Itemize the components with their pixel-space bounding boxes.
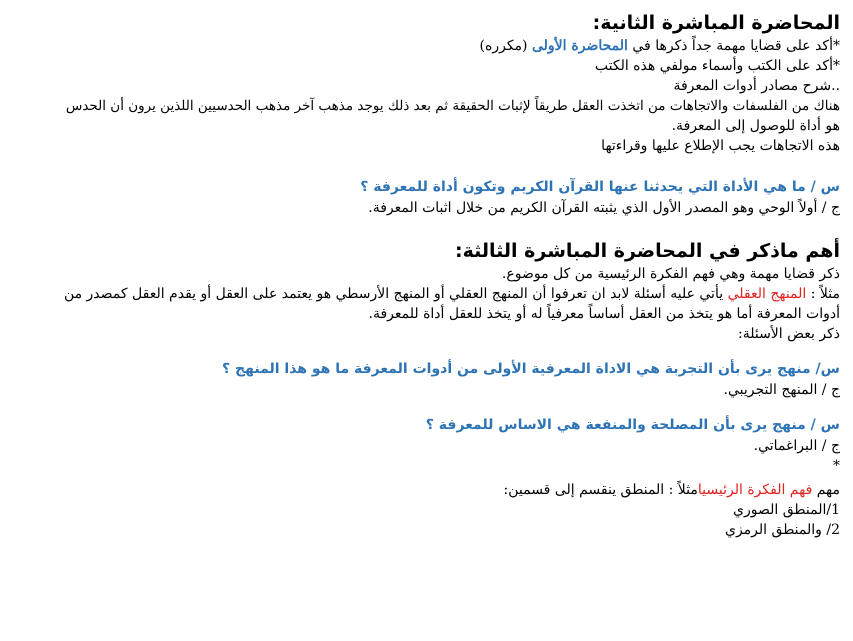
first-lecture-highlight: المحاضرة الأولى — [531, 38, 628, 54]
lecture2-line6: هذه الاتجاهات يجب الإطلاع عليها وقراءتها — [601, 138, 840, 154]
logic-item-2: 2/ والمنطق الرمزي — [725, 522, 840, 538]
spacer — [12, 156, 840, 176]
lecture3-line4: ذكر بعض الأسئلة: — [737, 326, 840, 342]
lecture3-line5 — [12, 480, 840, 500]
lecture3-line2-start: مثلاً : — [806, 286, 840, 302]
lecture2-line3: ..شرح مصادر أدوات المعرفة — [673, 78, 840, 94]
lecture2-question: س / ما هي الأداة التي يحدثنا عنها القرآن الكريم وتكون أداة للمعرفة ؟ — [360, 179, 840, 195]
lecture2-line1-end: (مكرره) — [479, 38, 532, 54]
spacer — [12, 400, 840, 414]
lecture3-answer2: ج / البراغماتي. — [753, 438, 840, 454]
lecture2-line2: *أكد على الكتب وأسماء مولفي هذه الكتب — [594, 58, 840, 74]
lecture3-line3: أدوات المعرفة أما هو يتخذ من العقل أساساً معرفياً له أو يتخذ للعقل أداة للمعرفة. — [368, 306, 840, 322]
rational-method-highlight: المنهج العقلي — [727, 286, 807, 302]
lecture2-line4: هناك من الفلسفات والاتجاهات من اتخذت العقل طريقاً لإثبات الحقيقة ثم بعد ذلك يوجد مذهب آخر مذهب الحدسيين اللذين يرون أن الحدس — [65, 98, 840, 114]
main-idea-highlight: فهم الفكرة الرئيسيا — [697, 482, 813, 498]
lecture2-answer: ج / أولاً الوحي وهو المصدر الأول الذي يثبته القرآن الكريم من خلال اثبات المعرفة. — [368, 200, 840, 216]
lecture3-line2-end: يأتي عليه أسئلة لابد ان تعرفوا أن المنهج العقلي أو المنهج الأرسطي هو يعتمد على العقل أو يقدم العقل كمصدر من — [63, 286, 728, 302]
lecture3-question2: س / منهج يرى بأن المصلحة والمنفعة هي الاساس للمعرفة ؟ — [425, 417, 840, 433]
spacer — [12, 218, 840, 238]
lecture2-line1 — [12, 36, 840, 56]
spacer — [12, 344, 840, 358]
lecture3-line2 — [12, 284, 840, 304]
logic-item-1: 1/المنطق الصوري — [733, 502, 840, 518]
lecture2-line1-start: *أكد على قضايا مهمة جداً ذكرها في — [627, 38, 840, 54]
lecture2-heading: المحاضرة المباشرة الثانية: — [592, 12, 840, 34]
lecture3-line1: ذكر قضايا مهمة وهي فهم الفكرة الرئيسية من كل موضوع. — [501, 266, 840, 282]
star-marker: * — [833, 458, 840, 474]
lecture3-answer1: ج / المنهج التجريبي. — [723, 382, 840, 398]
lecture3-line5-end: مثلاً : المنطق ينقسم إلى قسمين: — [503, 482, 698, 498]
lecture3-question1: س/ منهج يرى بأن التجربة هي الاداة المعرفية الأولى من أدوات المعرفة ما هو هذا المنهج ؟ — [222, 361, 840, 377]
lecture3-line5-start: مهم — [812, 482, 840, 498]
lecture3-heading: أهم ماذكر في المحاضرة المباشرة الثالثة: — [455, 240, 840, 262]
lecture2-line5: هو أداة للوصول إلى المعرفة. — [671, 118, 840, 134]
